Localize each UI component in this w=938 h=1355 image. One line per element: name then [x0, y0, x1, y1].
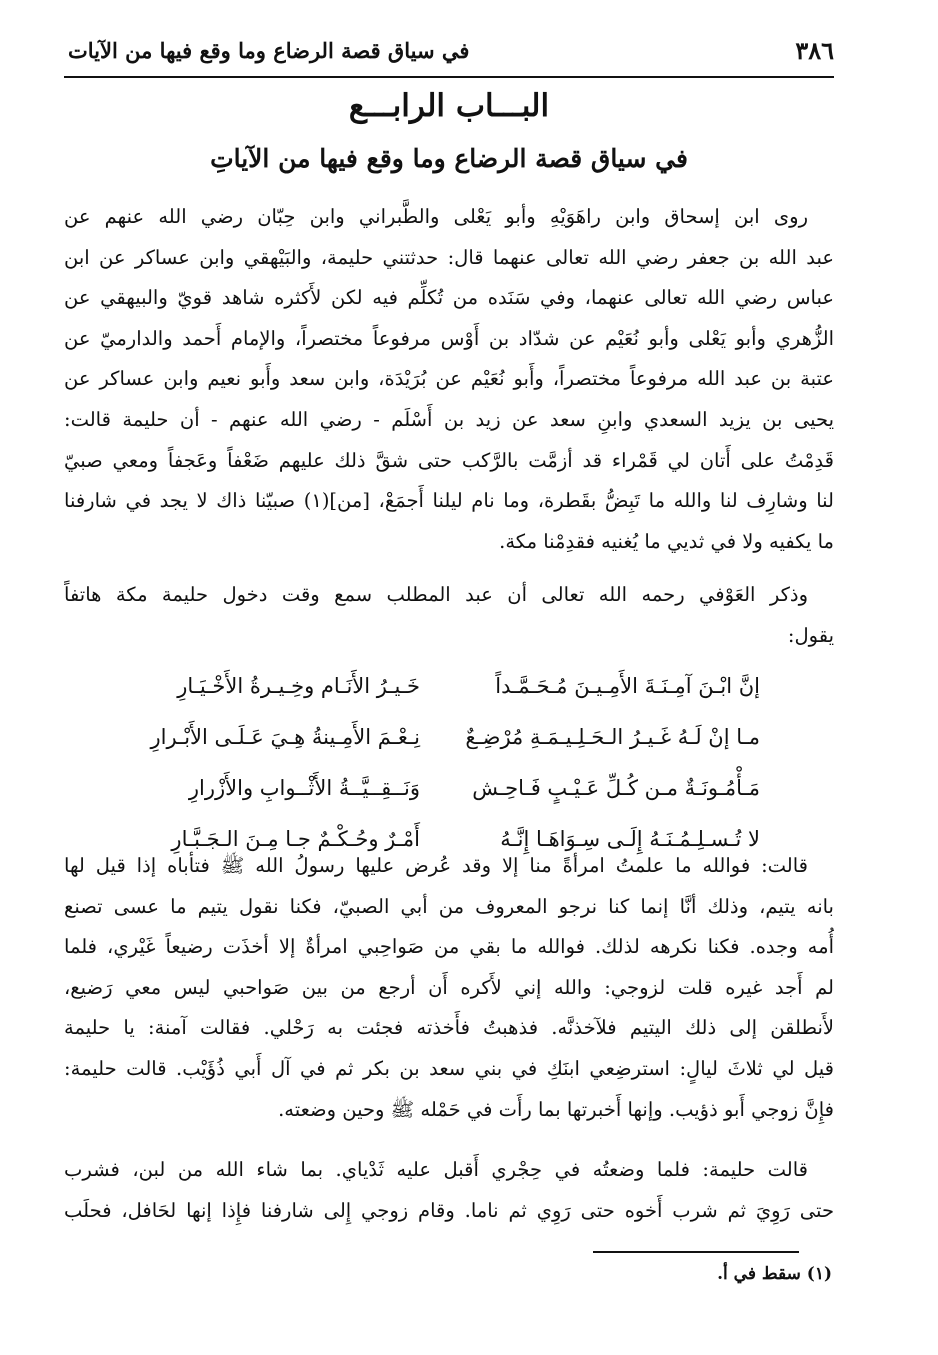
- text-line: الزُّهري وأبو يَعْلى وأبو نُعَيْم عن شدّاد بن أَوْس مرفوعاً مختصراً، والإمام أَحمد والدارميّ عن: [64, 326, 834, 350]
- verse: [110, 711, 760, 762]
- text-line: ما يكفيه ولا في ثديي ما يُغنيه فقدِمْنا مكة.: [499, 529, 834, 553]
- text-line: قالت حليمة: فلما وضعتُه في حِجْري أَقبل عليه ثَدْياي. بما شاء الله من لبن، فشرب: [64, 1158, 808, 1181]
- text-line: وذكر العَوْفي رحمه الله تعالى أن عبد المطلب سمع وقت دخول حليمة مكة هاتفاً: [64, 583, 809, 606]
- page-header: [64, 32, 834, 78]
- running-title: في سياق قصة الرضاع وما وقع فيها من الآيات: [68, 38, 470, 63]
- text-line: فإِنَّ زوجي أَبو ذؤيب. وإنها أَخبرتها بما رأَت في حَمْله ﷺ وحين وضعته.: [278, 1097, 834, 1121]
- chapter-title: البـــاب الرابـــع: [348, 88, 550, 124]
- verse-second-hemistich: خَـيـرُ الأَنَـام وخِـيـرةُ الأَخْـيَـارِ: [177, 673, 420, 698]
- text-line: قَدِمْتُ على أَتان لي قَمْراء قد أزمَّت بالرَّكب حتى شقَّ ذلك عليهم ضَعْفاً وعَجفاً ومعي صبيّ: [64, 448, 834, 472]
- text-line: يقول:: [787, 623, 834, 647]
- page-number: ٣٨٦: [795, 36, 834, 65]
- text-line: لأَنطلقن إلى ذلك اليتيم فلآخذنَّه. فذهبتُ فأَخذته فجئت به رَحْلي. فقالت آمنة: يا حليمة: [64, 1016, 834, 1040]
- text-line: يحيى بن يزيد السعدي وابنِ سعد عن زيد بن أَسْلَم - رضي الله عنهم - أن حليمة قالت:: [64, 407, 834, 431]
- paragraph-narration: [64, 197, 834, 562]
- text-line: أُمه وجده. فكنا نكرهه لذلك. فوالله ما بقي من صَواحِبي امرأةٌ إلا أخذَت رضيعاً غَيْري، فلما: [64, 935, 834, 959]
- footnote: (١) سقط في أ.: [717, 1264, 832, 1284]
- text-line: عباس رضي الله تعالى عنهما، وفي سَنَده من تُكلِّم فيه لكن لأَكثره شاهد قويّ والبيهقي عن: [64, 286, 834, 310]
- text-line: لم أَجد غيره قلت لزوجي: والله إني لأَكره أَن أرجع من بين صَواحبي ليس معي رَضيع،: [64, 975, 834, 999]
- text-line: عتبة بن عبد الله مرفوعاً مختصراً، وأَبو نُعَيْم عن بُرَيْدَة، وابن سعد وأَبو نعيم وابن عساكر عن: [64, 367, 834, 391]
- verse-second-hemistich: أَمْـرٌ وحُـكْـمٌ جـا مِـنَ الـجَـبَّـارِ: [171, 826, 420, 851]
- verse-first-hemistich: لا تُـسـلِـمُـنَـهُ إِلَـى سِـوَاهَـا إِنَّـهُ: [500, 826, 760, 851]
- verse: [110, 762, 760, 813]
- text-line: لنا وشارِف لنا والله ما تَبِضُّ بقَطرة، وما نام ليلنا أَجمَعْ، [من](١) صبيّنا ذاك لا يجد في شارفنا: [64, 489, 834, 513]
- verse: [110, 660, 760, 711]
- verse-first-hemistich: مـا إنْ لَـهُ غَـيـرُ الـحَـلِـيـمَـةِ مُرْضِـعٌ: [465, 724, 760, 749]
- chapter-subtitle: في سياق قصة الرضاع وما وقع فيها من الآياتِ: [210, 144, 688, 173]
- paragraph-nursing: [64, 1150, 834, 1231]
- text-line: قالت: فوالله ما علمتُ امرأةً منا إلا وقد عُرض عليها رسولُ الله ﷺ فتأباه إذا قيل لها: [64, 854, 808, 877]
- paragraph-halima-account: [64, 846, 834, 1130]
- paragraph-awfi: [64, 575, 834, 656]
- text-line: حتى رَوِيَ ثم شرب أَخوه حتى رَوِي ثم ناما. وقام زوجي إِلى شارفنا فإِذا إنها لحَافل، فحلَب: [64, 1198, 834, 1222]
- text-line: قيل لي ثلاثَ ليالٍ: استرضِعي ابنَكِ في بني سعد بن بكر ثم في آل أَبي ذُؤَيْب. قالت حليمة:: [64, 1056, 834, 1080]
- poem: [110, 660, 760, 864]
- text-line: عبد الله بن جعفر رضي الله تعالى عنهما قال: حدثتني حليمة، والبَيْهقي وابن عساكر عن ابن: [64, 245, 834, 269]
- verse-second-hemistich: وَنَــقِــيَّــةُ الأَثْــوابِ والأَزْرارِ: [188, 775, 420, 800]
- text-line: روى ابن إسحاق وابن راهَوَيْهِ وأبو يَعْلى والطَّبراني وابن حِبّان رضي الله عنهم عن: [64, 205, 808, 228]
- verse-first-hemistich: مَـأْمُـونَـةٌ مـن كُـلِّ عَـيْـبٍ فَـاحِـش: [472, 775, 760, 800]
- text-line: بانه يتيم، وذلك أنَّا إنما كنا نرجو المعروف من أبي الصبيّ، فكنا نقول يتيم ما عسى تصنع: [64, 894, 834, 918]
- verse-second-hemistich: نِـعْـمَ الأَمِـينةُ هِـيَ عَـلَـى الأَبْـرارِ: [150, 724, 420, 749]
- footnote-divider: [593, 1251, 799, 1253]
- verse-first-hemistich: إنَّ ابْـنَ آمِـنَـةَ الأَمِـيـنَ مُـحَـمَّـداً: [495, 673, 760, 698]
